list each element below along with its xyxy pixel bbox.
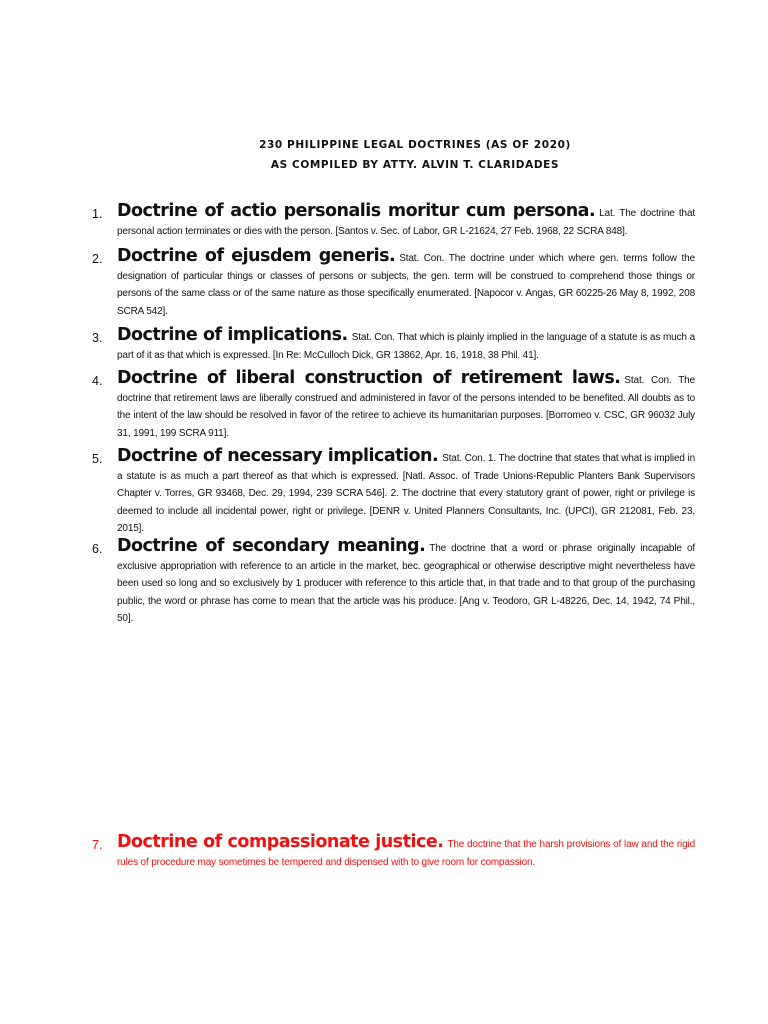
doctrine-number: 1.	[92, 207, 103, 221]
doctrine-item	[92, 535, 695, 628]
doctrine-title: Doctrine of implications.	[117, 325, 348, 345]
doctrine-body	[117, 324, 695, 364]
doctrine-number: 3.	[92, 331, 103, 345]
doctrine-title: Doctrine of actio personalis moritur cum persona.	[117, 201, 596, 221]
doctrine-item	[92, 445, 695, 538]
doctrine-item	[92, 245, 695, 320]
doctrine-text: The doctrine that the harsh provisions of law and the rigid rules of procedure may sometimes be tempered and dispensed with to give room for compassion.	[117, 839, 696, 868]
doctrine-item-highlighted	[92, 831, 695, 871]
doctrine-item	[92, 200, 695, 240]
doctrine-body	[117, 445, 695, 538]
doctrine-number: 5.	[92, 452, 103, 466]
doctrine-text: Stat. Con. That which is plainly implied in the language of a statute is as much a part of it as that which is expressed. [In Re: McCulloch Dick, GR 13862, Apr. 16, 1918, 38 Phil. 41].	[117, 332, 695, 361]
doctrine-body	[117, 367, 695, 442]
doctrine-number: 6.	[92, 542, 103, 556]
doctrine-body	[117, 245, 695, 320]
doctrine-item	[92, 367, 695, 442]
doctrine-body	[117, 200, 695, 240]
doctrine-title: Doctrine of liberal construction of retirement laws.	[117, 368, 621, 388]
doctrine-text: The doctrine that a word or phrase originally incapable of exclusive appropriation with reference to an article in the market, bec. geographical or otherwise descriptive might nevertheless have been used so long and so exclusively by 1 producer with reference to this article that, in that trade and to that group of the purchasing public, the word or phrase has come to mean that the article was his produce. [Ang v. Teodoro, GR L-48226, Dec. 14, 1942, 74 Phil., 50].	[117, 543, 695, 625]
doctrine-title: Doctrine of necessary implication.	[117, 446, 439, 466]
doctrine-text: Lat. The doctrine that personal action terminates or dies with the person. [Santos v. Sec. of Labor, GR L-21624, 27 Feb. 1968, 22 SCRA 848].	[117, 208, 695, 237]
doctrine-title: Doctrine of compassionate justice.	[117, 832, 444, 852]
doctrine-number: 2.	[92, 252, 103, 266]
doctrine-body	[117, 831, 695, 871]
document-subtitle: AS COMPILED BY ATTY. ALVIN T. CLARIDADES	[270, 159, 560, 171]
doctrine-item	[92, 324, 695, 364]
document-header	[0, 135, 768, 175]
doctrine-text: Stat. Con. 1. The doctrine that states that what is implied in a statute is as much a part thereof as that which is expressed. [Natl. Assoc. of Trade Unions-Republic Planters Bank Supervisors Chapter v. Torres, GR 93468, Dec. 29, 1994, 239 SCRA 546]. 2. The doctrine that every statutory grant of power, right or privilege is deemed to include all incidental power, right or privilege. [DENR v. United Planners Consultants, Inc. (UPCI), GR 212081, Feb. 23, 2015].	[117, 453, 695, 535]
doctrine-body	[117, 535, 695, 628]
doctrine-number: 7.	[92, 838, 103, 852]
doctrine-number: 4.	[92, 374, 103, 388]
doctrine-title: Doctrine of secondary meaning.	[117, 536, 426, 556]
doctrine-text: Stat. Con. The doctrine that retirement laws are liberally construed and administered in favor of the persons intended to be benefited. All doubts as to the intent of the law should be resolved in favor of the retiree to achieve its humanitarian purposes. [Borromeo v. CSC, GR 96032 July 31, 1991, 199 SCRA 911].	[117, 375, 695, 439]
doctrine-title: Doctrine of ejusdem generis.	[117, 246, 396, 266]
document-title: 230 PHILIPPINE LEGAL DOCTRINES (AS OF 2020)	[259, 139, 571, 151]
doctrine-text: Stat. Con. The doctrine under which where gen. terms follow the designation of particular things or classes of persons or subjects, the gen. term will be construed to comprehend those things or persons of the same class or of the same nature as those specifically enumerated. [Napocor v. Angas, GR 60225-26 May 8, 1992, 208 SCRA 542].	[117, 253, 695, 317]
